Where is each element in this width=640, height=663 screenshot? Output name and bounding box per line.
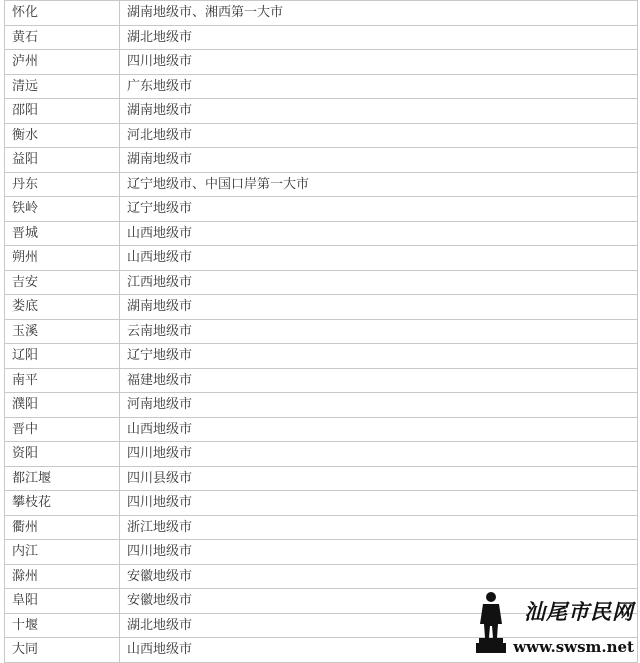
city-name-cell: 怀化	[5, 1, 120, 26]
city-note-cell: 四川地级市	[120, 491, 638, 516]
city-name-cell: 都江堰	[5, 466, 120, 491]
table-row	[5, 246, 638, 271]
city-note-cell: 浙江地级市	[120, 515, 638, 540]
table-row	[5, 74, 638, 99]
table-row	[5, 368, 638, 393]
city-note-cell: 云南地级市	[120, 319, 638, 344]
city-name-cell: 晋城	[5, 221, 120, 246]
city-name-cell: 玉溪	[5, 319, 120, 344]
city-note-cell: 湖南地级市	[120, 295, 638, 320]
table-row	[5, 25, 638, 50]
table-row	[5, 564, 638, 589]
table-row	[5, 393, 638, 418]
watermark-url: www.swsm.net	[513, 638, 634, 656]
city-note-cell: 河南地级市	[120, 393, 638, 418]
city-note-cell: 四川地级市	[120, 442, 638, 467]
table-row	[5, 466, 638, 491]
table-row	[5, 491, 638, 516]
statue-icon	[474, 590, 508, 654]
table-row	[5, 221, 638, 246]
table-row	[5, 270, 638, 295]
city-note-cell: 湖北地级市	[120, 613, 638, 638]
city-name-cell: 大同	[5, 638, 120, 663]
city-note-cell: 四川地级市	[120, 50, 638, 75]
city-table	[4, 0, 638, 663]
city-note-cell: 辽宁地级市	[120, 344, 638, 369]
city-name-cell: 邵阳	[5, 99, 120, 124]
table-row	[5, 540, 638, 565]
city-note-cell: 湖北地级市	[120, 25, 638, 50]
city-note-cell: 河北地级市	[120, 123, 638, 148]
city-note-cell: 湖南地级市、湘西第一大市	[120, 1, 638, 26]
city-note-cell: 江西地级市	[120, 270, 638, 295]
city-note-cell: 福建地级市	[120, 368, 638, 393]
city-name-cell: 南平	[5, 368, 120, 393]
city-note-cell: 安徽地级市	[120, 564, 638, 589]
city-name-cell: 丹东	[5, 172, 120, 197]
table-row	[5, 172, 638, 197]
city-note-cell: 辽宁地级市、中国口岸第一大市	[120, 172, 638, 197]
city-table-body	[5, 1, 638, 663]
city-name-cell: 内江	[5, 540, 120, 565]
city-name-cell: 铁岭	[5, 197, 120, 222]
city-note-cell: 湖南地级市	[120, 99, 638, 124]
city-note-cell: 山西地级市	[120, 417, 638, 442]
table-row	[5, 515, 638, 540]
table-row	[5, 197, 638, 222]
table-row	[5, 123, 638, 148]
table-row	[5, 319, 638, 344]
city-note-cell: 安徽地级市	[120, 589, 638, 614]
city-name-cell: 晋中	[5, 417, 120, 442]
watermark-title: 汕尾市民网	[524, 599, 634, 624]
city-note-cell: 湖南地级市	[120, 148, 638, 173]
city-name-cell: 衡水	[5, 123, 120, 148]
city-note-cell: 山西地级市	[120, 638, 638, 663]
city-note-cell: 四川地级市	[120, 540, 638, 565]
city-name-cell: 清远	[5, 74, 120, 99]
city-note-cell: 辽宁地级市	[120, 197, 638, 222]
city-name-cell: 朔州	[5, 246, 120, 271]
table-row	[5, 344, 638, 369]
city-name-cell: 衢州	[5, 515, 120, 540]
city-note-cell: 山西地级市	[120, 221, 638, 246]
watermark	[474, 588, 634, 656]
table-row	[5, 148, 638, 173]
city-name-cell: 吉安	[5, 270, 120, 295]
city-note-cell: 四川县级市	[120, 466, 638, 491]
city-name-cell: 益阳	[5, 148, 120, 173]
city-note-cell: 广东地级市	[120, 74, 638, 99]
city-name-cell: 濮阳	[5, 393, 120, 418]
city-name-cell: 十堰	[5, 613, 120, 638]
city-name-cell: 资阳	[5, 442, 120, 467]
table-row	[5, 295, 638, 320]
city-name-cell: 辽阳	[5, 344, 120, 369]
table-row	[5, 50, 638, 75]
city-name-cell: 泸州	[5, 50, 120, 75]
city-note-cell: 山西地级市	[120, 246, 638, 271]
table-row	[5, 417, 638, 442]
table-row	[5, 442, 638, 467]
city-name-cell: 滁州	[5, 564, 120, 589]
table-row	[5, 99, 638, 124]
city-name-cell: 攀枝花	[5, 491, 120, 516]
city-name-cell: 黄石	[5, 25, 120, 50]
table-row	[5, 1, 638, 26]
city-name-cell: 娄底	[5, 295, 120, 320]
city-name-cell: 阜阳	[5, 589, 120, 614]
